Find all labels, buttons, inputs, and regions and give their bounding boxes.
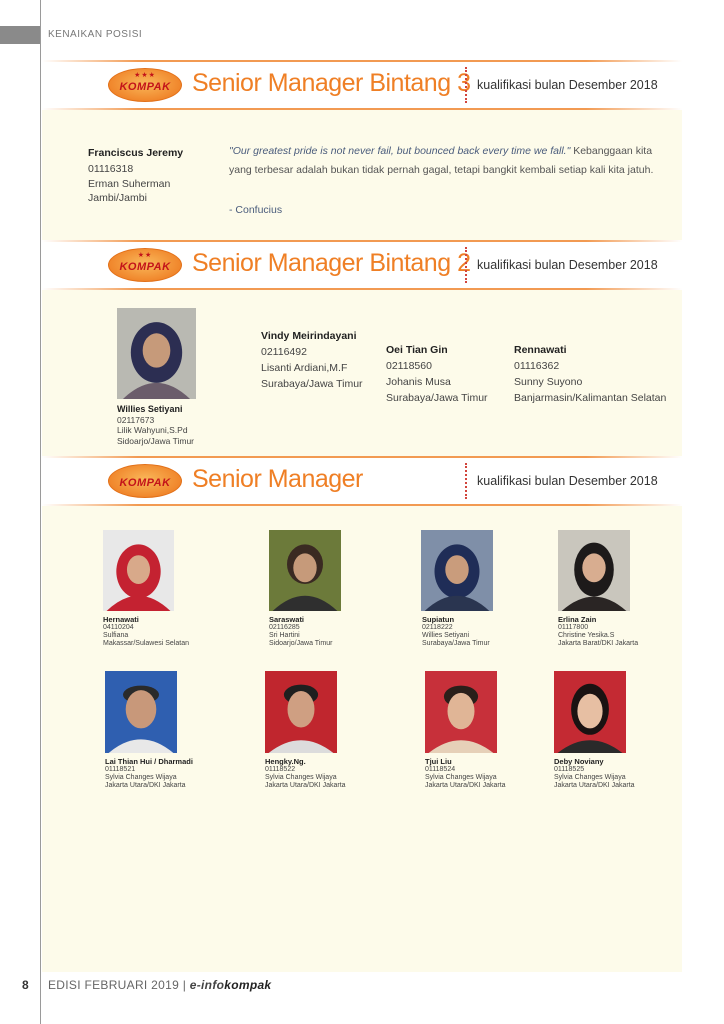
person-sponsor: Sylvia Changes Wijaya [105, 774, 177, 781]
person-id: 02118222 [422, 624, 453, 631]
star-icons: ★★★ [134, 72, 156, 79]
banner-bintang2 [42, 240, 682, 290]
person-location: Surabaya/Jawa Timur [386, 392, 488, 404]
person-name: Lai Thian Hui / Dharmadi [105, 757, 193, 766]
qualification-text: kualifikasi bulan Desember 2018 [477, 474, 658, 488]
banner-rule [42, 456, 682, 458]
person-location: Jakarta Utara/DKI Jakarta [265, 782, 346, 789]
qualification-text: kualifikasi bulan Desember 2018 [477, 78, 658, 92]
banner-rule [42, 504, 682, 506]
photo-lai-thian-hui [105, 671, 177, 753]
person-sponsor: Johanis Musa [386, 376, 451, 388]
quote-english: "Our greatest pride is not never fail, but bounced back every time we fall." [229, 145, 571, 157]
photo-hernawati [103, 530, 174, 611]
person-sponsor: Willies Setiyani [422, 632, 470, 639]
motivational-quote [229, 142, 659, 179]
banner-rule [42, 60, 682, 62]
person-id: 02116285 [269, 624, 300, 631]
quote-indonesian: Kebanggaan kita yang terbesar adalah bukan tidak pernah gagal, tetapi bangkit kembali setiap kali kita jatuh. [229, 145, 654, 176]
person-id: 01118522 [265, 766, 296, 773]
person-sponsor: Sulfiana [103, 632, 129, 639]
quote-source: - Confucius [229, 204, 283, 216]
person-location: Jakarta Barat/DKI Jakarta [558, 640, 639, 647]
photo-deby-noviany [554, 671, 626, 753]
dotted-divider [465, 463, 467, 499]
edition-text: EDISI FEBRUARI 2019 | [48, 978, 187, 992]
dotted-divider [465, 247, 467, 283]
photo-erlina-zain [558, 530, 630, 611]
photo-hengky-ng [265, 671, 337, 753]
person-id: 01116318 [88, 163, 134, 175]
photo-tjui-liu [425, 671, 497, 753]
person-id: 01118521 [105, 766, 136, 773]
banner-senior-manager [42, 456, 682, 506]
person-sponsor: Sri Hartini [269, 632, 300, 639]
person-name: Erlina Zain [558, 615, 597, 624]
person-id: 02116492 [261, 346, 307, 358]
person-id: 02117673 [117, 415, 155, 425]
person-name: Tjui Liu [425, 757, 452, 766]
person-name: Supiatun [422, 615, 455, 624]
person-location: Sidoarjo/Jawa Timur [117, 436, 195, 446]
person-location: Banjarmasin/Kalimantan Selatan [514, 392, 667, 404]
person-location: Sidoarjo/Jawa Timur [269, 640, 333, 647]
banner-title: Senior Manager Bintang 3 [192, 69, 471, 97]
person-name: Oei Tian Gin [386, 344, 448, 356]
person-location: Surabaya/Jawa Timur [422, 640, 490, 647]
brand-name: kompak [224, 978, 272, 992]
person-name: Franciscus Jeremy [88, 147, 184, 159]
person-location: Jakarta Utara/DKI Jakarta [105, 782, 186, 789]
banner-title: Senior Manager [192, 465, 363, 493]
person-sponsor: Sylvia Changes Wijaya [265, 774, 337, 781]
person-name: Hernawati [103, 615, 139, 624]
logo-text: KOMPAK [119, 260, 171, 273]
person-sponsor: Lisanti Ardiani,M.F [261, 362, 348, 374]
person-id: 01118524 [425, 766, 456, 773]
person-id: 01116362 [514, 360, 560, 372]
banner-rule [42, 108, 682, 110]
banner-title: Senior Manager Bintang 2 [192, 249, 471, 277]
page-margin-line [40, 0, 41, 1024]
person-location: Jambi/Jambi [88, 192, 147, 204]
photo-willies-setiyani [117, 308, 196, 399]
footer-edition [48, 978, 271, 992]
person-location: Surabaya/Jawa Timur [261, 378, 363, 390]
logo-text: KOMPAK [119, 80, 171, 93]
person-sponsor: Sylvia Changes Wijaya [425, 774, 497, 781]
page-number: 8 [22, 978, 29, 992]
brand-logo-text [190, 978, 272, 992]
kompak-logo [108, 464, 182, 498]
banner-bintang3 [42, 60, 682, 110]
person-sponsor: Sylvia Changes Wijaya [554, 774, 626, 781]
person-id: 01118525 [554, 766, 585, 773]
person-location: Makassar/Sulawesi Selatan [103, 640, 189, 647]
person-id: 01117800 [558, 624, 589, 631]
person-id: 04110204 [103, 624, 134, 631]
qualification-text: kualifikasi bulan Desember 2018 [477, 258, 658, 272]
person-id: 02118560 [386, 360, 432, 372]
person-name: Willies Setiyani [117, 404, 183, 414]
person-sponsor: Lilik Wahyuni,S.Pd [117, 425, 188, 435]
logo-text: KOMPAK [119, 476, 171, 489]
person-location: Jakarta Utara/DKI Jakarta [425, 782, 506, 789]
photo-supiatun [421, 530, 493, 611]
person-name: Vindy Meirindayani [261, 330, 357, 342]
header-marker [0, 26, 40, 44]
person-sponsor: Erman Suherman [88, 178, 171, 190]
kompak-logo [108, 248, 182, 282]
person-name: Saraswati [269, 615, 305, 624]
brand-prefix: e-info [189, 978, 225, 992]
banner-rule [42, 240, 682, 242]
dotted-divider [465, 67, 467, 103]
person-sponsor: Sunny Suyono [514, 376, 583, 388]
person-name: Hengky.Ng. [265, 757, 306, 766]
person-sponsor: Christine Yesika.S [558, 632, 615, 639]
kompak-logo [108, 68, 182, 102]
star-icons: ★★ [137, 252, 153, 259]
person-name: Rennawati [514, 344, 567, 356]
person-location: Jakarta Utara/DKI Jakarta [554, 782, 635, 789]
photo-saraswati [269, 530, 341, 611]
section-label: KENAIKAN POSISI [48, 29, 143, 40]
person-name: Deby Noviany [554, 757, 604, 766]
banner-rule [42, 288, 682, 290]
